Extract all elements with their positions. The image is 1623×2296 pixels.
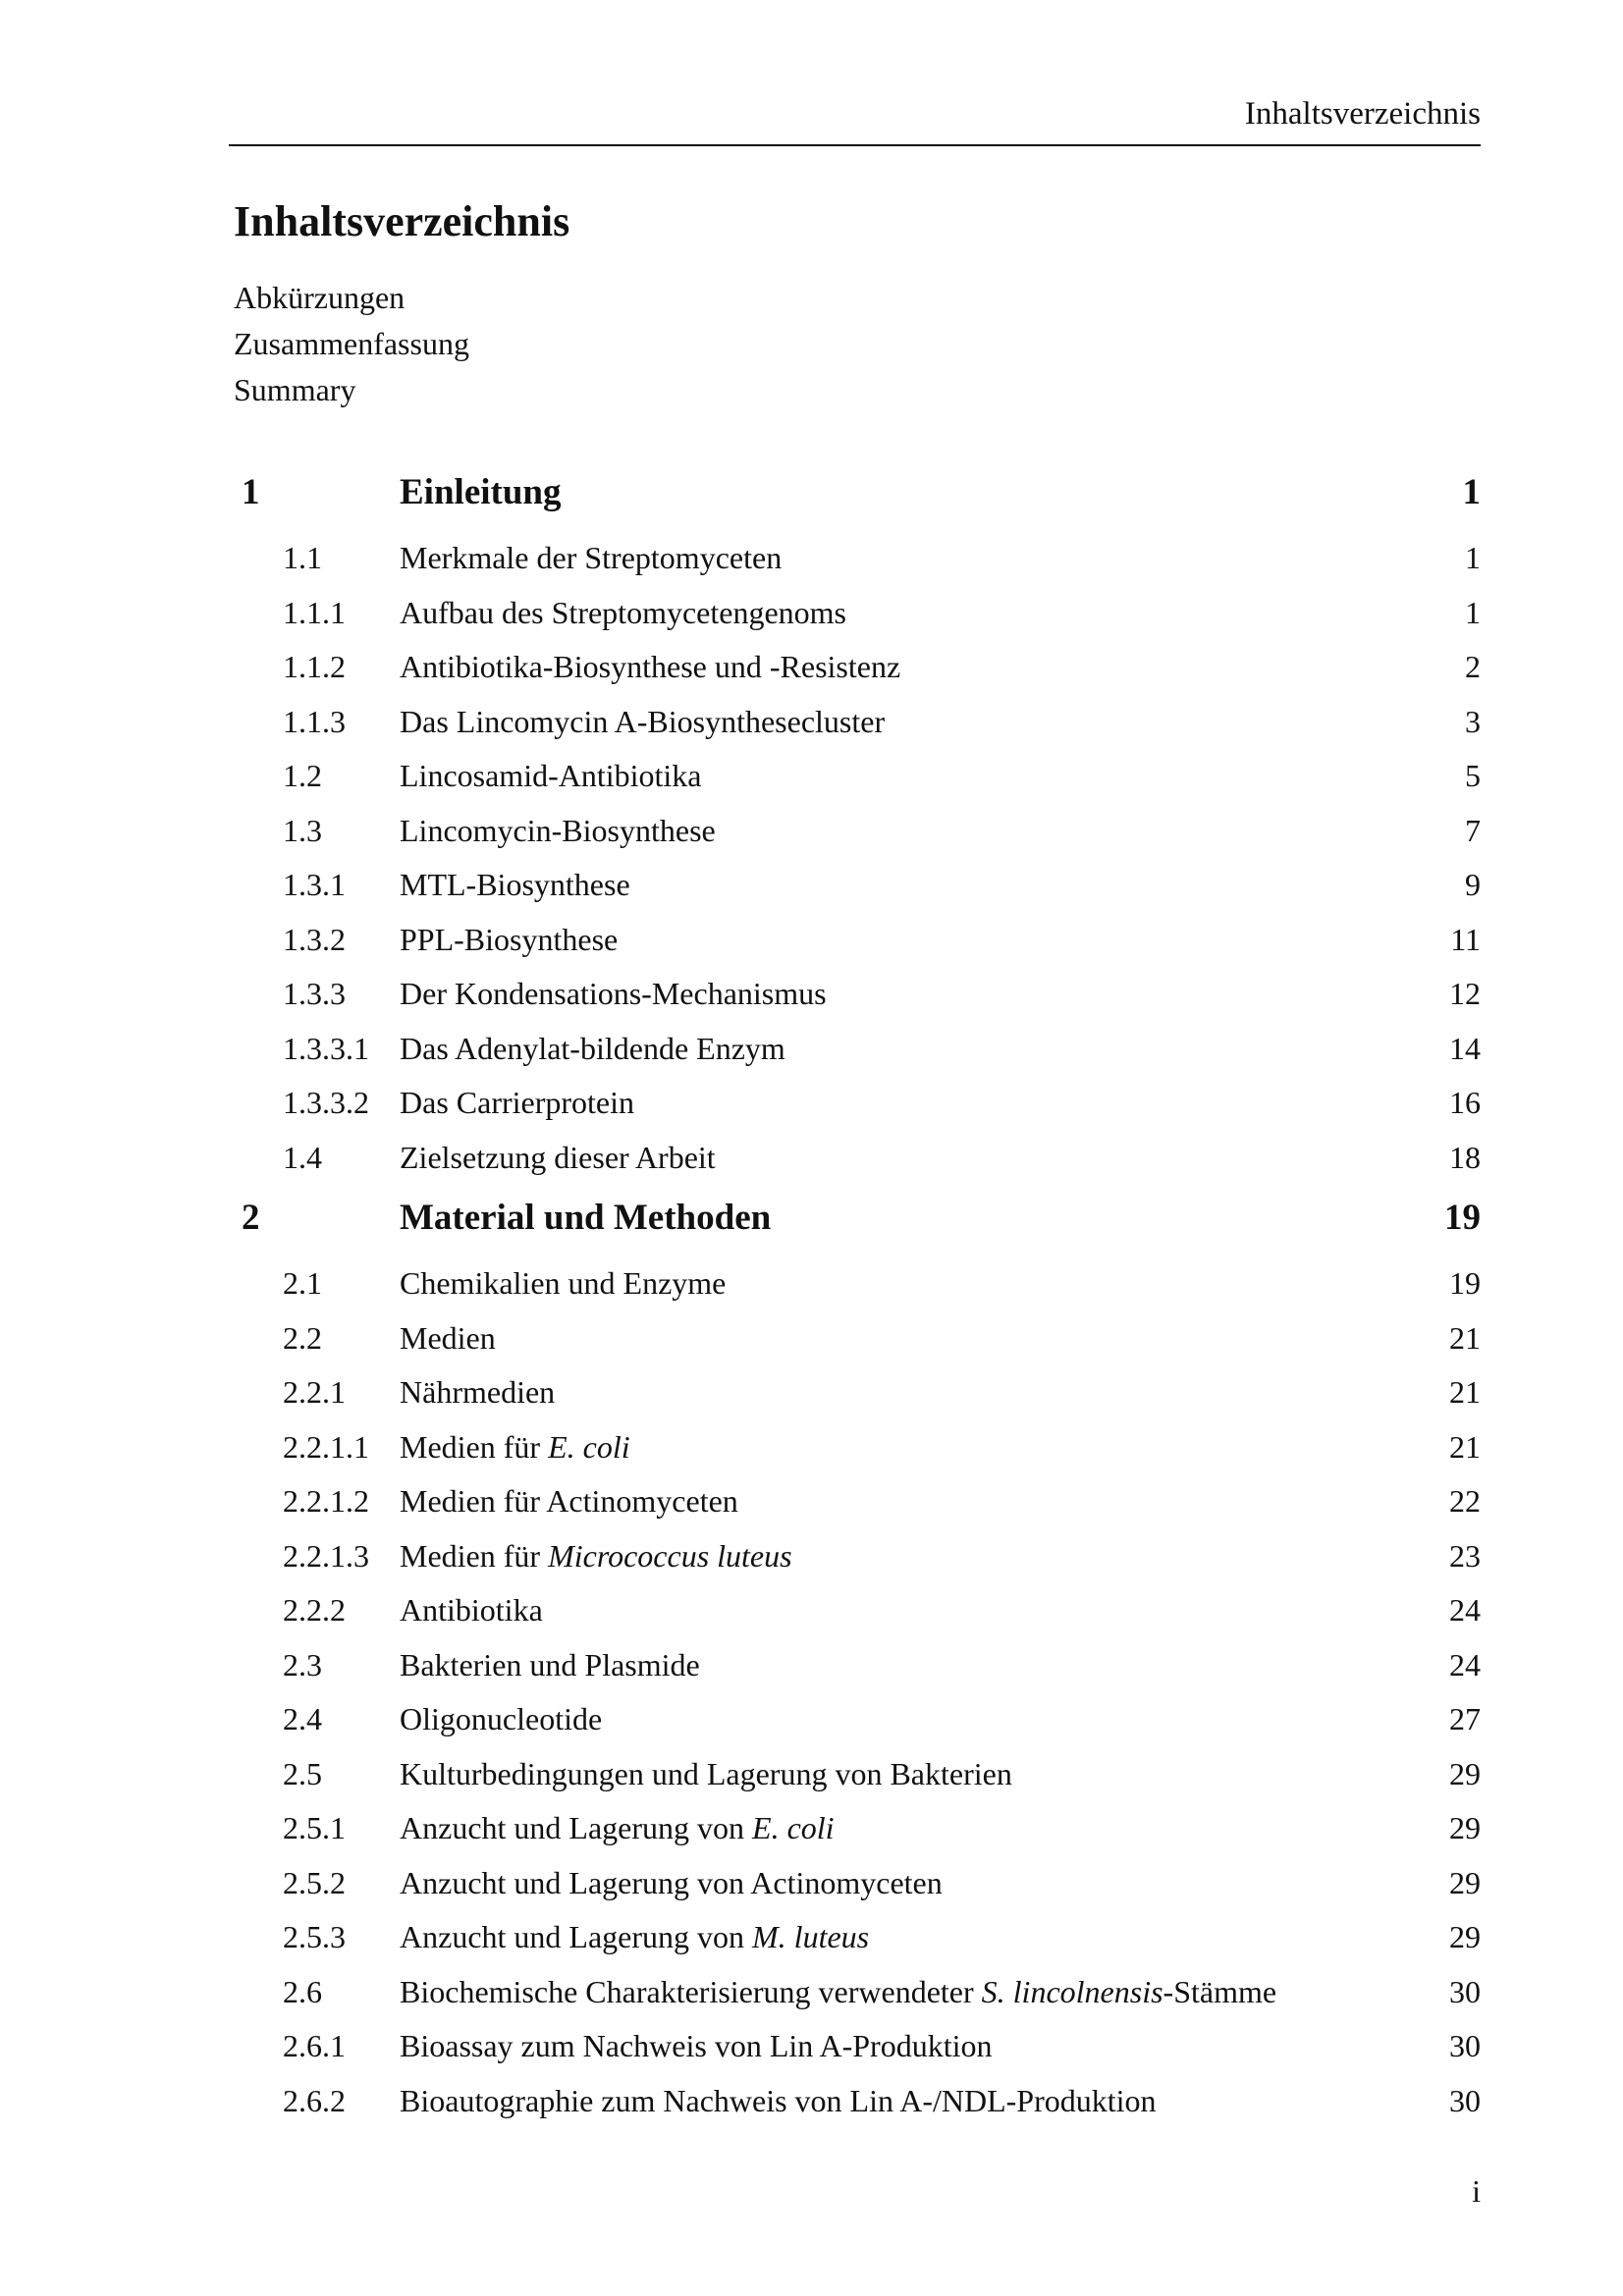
toc-section-row xyxy=(0,912,1623,967)
toc-entry-title xyxy=(400,758,702,794)
page-number: i xyxy=(1472,2173,1481,2209)
toc-entry-title-part: Das Adenylat-bildende Enzym xyxy=(400,1030,785,1066)
toc-entry-title xyxy=(400,1265,726,1302)
toc-entry-number: 2.6.2 xyxy=(283,2082,346,2118)
toc-entry-title-part: Biochemische Charakterisierung verwendeter xyxy=(400,1973,982,2009)
toc-section-row xyxy=(0,639,1623,694)
toc-entry-title-part: Bakterien und Plasmide xyxy=(400,1646,700,1682)
toc-section-row xyxy=(0,1855,1623,1910)
toc-section-row xyxy=(0,1800,1623,1855)
toc-entry-number: 2.2.1 xyxy=(283,1374,346,1410)
toc-entry-title-italic: E. coli xyxy=(752,1810,835,1845)
toc-entry-title-part: Chemikalien und Enzyme xyxy=(400,1265,727,1301)
toc-entry-title xyxy=(400,1374,555,1411)
header-rule xyxy=(229,144,1481,146)
toc-entry-title-italic: M. luteus xyxy=(752,1919,870,1954)
page-title: Inhaltsverzeichnis xyxy=(234,197,570,245)
toc-section-row xyxy=(0,1255,1623,1310)
toc-entry-page: 21 xyxy=(1449,1428,1481,1465)
toc-entry-title xyxy=(400,2028,992,2064)
toc-entry-title-part: Oligonucleotide xyxy=(400,1701,603,1736)
toc-entry-page: 30 xyxy=(1449,2028,1481,2063)
toc-entry-page: 21 xyxy=(1449,1319,1481,1356)
toc-entry-title-part: Bioautographie zum Nachweis von Lin A-/NDL-Produktion xyxy=(400,2082,1157,2118)
toc-entry-title xyxy=(400,1197,771,1239)
toc-entry-title xyxy=(400,471,562,513)
toc-entry-title xyxy=(400,1085,634,1121)
toc-entry-number: 2.6.1 xyxy=(283,2028,346,2063)
toc-entry-title-part: PPL-Biosynthese xyxy=(400,921,619,957)
toc-entry-page: 7 xyxy=(1465,812,1481,848)
toc-entry-number: 1 xyxy=(242,472,260,512)
toc-entry-number: 2.2 xyxy=(283,1319,322,1356)
front-matter-item-abbreviations: Abkürzungen xyxy=(234,280,406,315)
toc-entry-page: 12 xyxy=(1449,976,1481,1011)
toc-section-row xyxy=(0,857,1623,912)
toc-entry-title xyxy=(400,1865,943,1901)
toc-entry-title-italic: Micrococcus luteus xyxy=(548,1537,792,1574)
toc-entry-title-part: Einleitung xyxy=(400,472,562,512)
toc-entry-number: 2.4 xyxy=(283,1701,322,1736)
toc-entry-title-part: Lincomycin-Biosynthese xyxy=(400,812,716,848)
toc-entry-title xyxy=(400,867,630,903)
toc-entry-title-part: Antibiotika-Biosynthese und -Resistenz xyxy=(400,649,901,684)
toc-entry-title-italic: E. coli xyxy=(548,1428,630,1465)
toc-entry-title-part: Das Lincomycin A-Biosynthesecluster xyxy=(400,703,886,739)
toc-entry-number: 1.3 xyxy=(283,812,322,848)
toc-entry-title xyxy=(400,1538,792,1575)
toc-entry-number: 2.5.1 xyxy=(283,1810,346,1845)
toc-entry-title xyxy=(400,1031,785,1067)
toc-entry-page: 24 xyxy=(1449,1592,1481,1628)
toc-section-row xyxy=(0,1310,1623,1365)
front-matter-list xyxy=(234,275,469,413)
toc-entry-title xyxy=(400,1756,1012,1792)
toc-section-row xyxy=(0,748,1623,803)
toc-entry-number: 1.3.1 xyxy=(283,867,346,902)
toc-entry-page: 23 xyxy=(1449,1537,1481,1574)
toc-entry-title-part: Medien für xyxy=(400,1428,549,1465)
toc-section-row xyxy=(0,1473,1623,1528)
toc-entry-title-italic: S. lincolnensis xyxy=(981,1973,1163,2009)
toc-entry-title-part: Material und Methoden xyxy=(400,1198,772,1238)
toc-entry-number: 1.1.2 xyxy=(283,649,346,684)
toc-entry-page: 16 xyxy=(1449,1085,1481,1120)
toc-entry-page: 1 xyxy=(1465,540,1481,575)
toc-entry-title-part: Das Carrierprotein xyxy=(400,1085,635,1120)
toc-entry-title xyxy=(400,649,900,685)
toc-entry-page: 1 xyxy=(1465,594,1481,630)
toc-section-row xyxy=(0,1075,1623,1130)
toc-entry-title-part: Anzucht und Lagerung von xyxy=(400,1919,753,1954)
table-of-contents xyxy=(0,461,1623,2127)
toc-section-row xyxy=(0,2073,1623,2128)
toc-entry-number: 1.4 xyxy=(283,1139,322,1175)
toc-entry-number: 2.3 xyxy=(283,1646,322,1682)
toc-entry-title xyxy=(400,922,618,958)
toc-section-row xyxy=(0,1364,1623,1419)
toc-entry-page: 29 xyxy=(1449,1864,1481,1900)
toc-section-row xyxy=(0,1528,1623,1583)
toc-entry-title xyxy=(400,813,716,849)
toc-entry-page: 21 xyxy=(1449,1374,1481,1410)
front-matter-item-summary-de: Zusammenfassung xyxy=(234,326,469,361)
toc-entry-number: 1.2 xyxy=(283,758,322,793)
toc-entry-title-part: Aufbau des Streptomycetengenoms xyxy=(400,594,846,630)
toc-chapter-row xyxy=(0,461,1623,530)
toc-entry-title-part: Lincosamid-Antibiotika xyxy=(400,758,702,793)
toc-entry-title xyxy=(400,1140,716,1176)
toc-section-row xyxy=(0,2018,1623,2073)
toc-entry-page: 22 xyxy=(1449,1483,1481,1519)
toc-entry-title-part: Anzucht und Lagerung von Actinomyceten xyxy=(400,1864,943,1900)
toc-entry-title xyxy=(400,1483,738,1520)
toc-entry-page: 30 xyxy=(1449,2082,1481,2118)
toc-entry-number: 1.3.2 xyxy=(283,921,346,957)
toc-entry-page: 30 xyxy=(1449,1973,1481,2009)
toc-section-row xyxy=(0,966,1623,1021)
toc-entry-number: 2.2.2 xyxy=(283,1592,346,1628)
toc-entry-number: 1.1 xyxy=(283,540,322,575)
toc-section-row xyxy=(0,1419,1623,1474)
toc-entry-title-part: Zielsetzung dieser Arbeit xyxy=(400,1139,716,1175)
toc-entry-page: 19 xyxy=(1449,1265,1481,1301)
toc-entry-title-part: Antibiotika xyxy=(400,1592,543,1628)
toc-entry-page: 19 xyxy=(1444,1198,1481,1238)
toc-entry-number: 2.5.2 xyxy=(283,1864,346,1900)
front-matter-item-summary-en: Summary xyxy=(234,372,356,407)
toc-entry-title-part: MTL-Biosynthese xyxy=(400,867,630,902)
toc-section-row xyxy=(0,1964,1623,2019)
toc-entry-title-part: -Stämme xyxy=(1163,1973,1277,2009)
toc-entry-title xyxy=(400,1592,543,1629)
toc-entry-page: 29 xyxy=(1449,1919,1481,1954)
toc-entry-title xyxy=(400,1647,700,1683)
toc-entry-number: 1.3.3.1 xyxy=(283,1030,369,1066)
toc-entry-number: 2.6 xyxy=(283,1973,322,2009)
toc-entry-title-part: Medien xyxy=(400,1319,496,1356)
toc-chapter-row xyxy=(0,1187,1623,1255)
toc-entry-title xyxy=(400,595,846,631)
toc-entry-number: 1.1.3 xyxy=(283,703,346,739)
toc-entry-page: 5 xyxy=(1465,758,1481,793)
toc-entry-title xyxy=(400,540,782,576)
toc-entry-number: 1.3.3 xyxy=(283,976,346,1011)
toc-entry-number: 2.2.1.2 xyxy=(283,1483,369,1519)
toc-section-row xyxy=(0,1582,1623,1637)
toc-section-row xyxy=(0,1909,1623,1964)
toc-entry-title xyxy=(400,1974,1276,2010)
toc-entry-number: 2.1 xyxy=(283,1265,322,1301)
toc-entry-page: 2 xyxy=(1465,649,1481,684)
toc-entry-title xyxy=(400,1701,602,1737)
toc-entry-title-part: Bioassay zum Nachweis von Lin A-Produktion xyxy=(400,2028,993,2063)
toc-section-row xyxy=(0,1691,1623,1746)
toc-section-row xyxy=(0,585,1623,640)
toc-entry-number: 2 xyxy=(242,1198,260,1238)
toc-entry-title-part: Nährmedien xyxy=(400,1374,556,1410)
toc-entry-number: 1.1.1 xyxy=(283,594,346,630)
toc-entry-page: 29 xyxy=(1449,1810,1481,1845)
toc-entry-page: 11 xyxy=(1450,921,1481,957)
toc-section-row xyxy=(0,530,1623,585)
toc-entry-page: 24 xyxy=(1449,1646,1481,1682)
toc-entry-page: 18 xyxy=(1449,1139,1481,1175)
toc-entry-title-part: Medien für Actinomyceten xyxy=(400,1483,738,1519)
toc-entry-number: 2.2.1.1 xyxy=(283,1428,369,1465)
toc-entry-number: 1.3.3.2 xyxy=(283,1085,369,1120)
toc-entry-page: 27 xyxy=(1449,1701,1481,1736)
toc-section-row xyxy=(0,1130,1623,1185)
toc-entry-title xyxy=(400,2083,1157,2119)
toc-section-row xyxy=(0,1637,1623,1692)
toc-entry-number: 2.5.3 xyxy=(283,1919,346,1954)
toc-entry-title-part: Medien für xyxy=(400,1537,549,1574)
toc-entry-number: 2.5 xyxy=(283,1755,322,1791)
toc-entry-title-part: Kulturbedingungen und Lagerung von Bakterien xyxy=(400,1755,1012,1791)
toc-entry-number: 2.2.1.3 xyxy=(283,1537,369,1574)
toc-entry-title xyxy=(400,704,885,740)
toc-section-row xyxy=(0,1021,1623,1076)
toc-entry-title xyxy=(400,1810,835,1846)
running-header: Inhaltsverzeichnis xyxy=(1244,96,1481,132)
toc-entry-page: 9 xyxy=(1465,867,1481,902)
toc-section-row xyxy=(0,694,1623,749)
toc-entry-title xyxy=(400,976,827,1012)
toc-entry-page: 29 xyxy=(1449,1755,1481,1791)
toc-entry-page: 14 xyxy=(1449,1030,1481,1066)
toc-entry-page: 3 xyxy=(1465,703,1481,739)
toc-entry-title xyxy=(400,1429,630,1466)
toc-entry-title-part: Anzucht und Lagerung von xyxy=(400,1810,753,1845)
toc-entry-title-part: Der Kondensations-Mechanismus xyxy=(400,976,827,1011)
toc-section-row xyxy=(0,803,1623,858)
toc-entry-page: 1 xyxy=(1462,472,1481,512)
toc-entry-title xyxy=(400,1320,496,1357)
toc-entry-title-part: Merkmale der Streptomyceten xyxy=(400,540,783,575)
toc-entry-title xyxy=(400,1919,869,1955)
toc-section-row xyxy=(0,1746,1623,1801)
